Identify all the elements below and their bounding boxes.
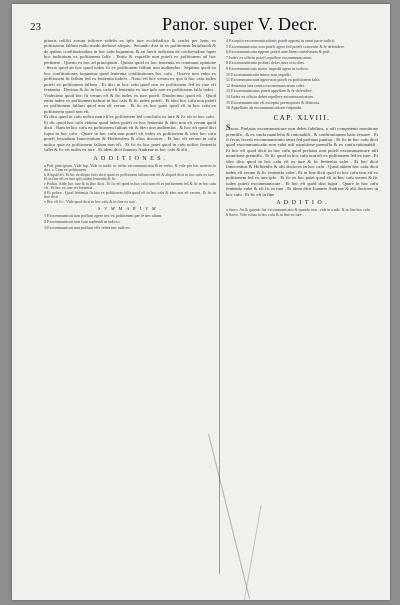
summarium-list xyxy=(44,213,216,229)
addition-note: a Poft principium. Vide fup. Vide in tradit. in verbo excommunicatio & in verbo, & vide pro hac materia in dict. c. Cum ex pofitionem. xyxy=(44,163,216,173)
additio-heading: A D D I T I O . xyxy=(276,200,328,207)
summary-note: 11 Excommunicatus agere non poteft ex pofitionem falfa. xyxy=(226,77,321,83)
summary-notes xyxy=(226,38,378,110)
drop-cap-letter: S xyxy=(226,123,231,133)
additiones-list xyxy=(44,164,216,205)
summary-note: 9 Excommunicatio maior impedit agere in iudicio. xyxy=(226,65,309,71)
chapter-text: acro. Prelatus excommunicare non debet fubditos, a nifi competenti monitione premiffa , & ex caufa manifefta & rationabili , & conftitutionem hanc feruare . Et fi fecus fecerit excommunicatio tenet fed prelatus punitur . Et fic in hoc cafu dicit quod excommunicatio non valet nifi monitione premiffa & ex caufa rationabili . Et hoc eft quod dicit in hoc cafu quod prelatus non poteft excommunicare nifi monitione premiffa . Et fic quod in hoc cafu non eft ex pofitionem fed ex iure . Et ideo dico quod in hoc cafu eft ex iure & fic fententia valet . Et hoc dicit Innocentius & Hoftienfis & alii doctores in hoc cafu . Quod autem hoc cafu dicit iudex eft verum & fic fententia valet . Et in fine dicit quod in hoc cafu non eft ex pofitionem fed ex iure ipfo . Et fic ex hoc patet quod eft in hoc cafu verum & fic iudex poteft excommunicare . Et hoc eft quod dixi fupra . Quare in hoc cafu fententia valet & eft fic in iure . Et idem dicit Ioannes Andreae & alii doctores in hoc cafu . Et fic eft in fine . xyxy=(226,126,378,197)
summarium-item: 3 Excommunicati non poffunt effe teftes nec iudices. xyxy=(44,224,131,230)
summary-note: 15 Excommunicatio eft exceptio peremptoria & dilatoria. xyxy=(226,99,321,105)
summary-note: 12 Sententia lata contra excommunicatum valet. xyxy=(226,82,305,88)
summary-note: 8 Excommunicatio probari debet intra octo dies. xyxy=(226,60,306,66)
chapter-title: CAP. XLVIII. xyxy=(273,114,331,123)
addition-note: b Aliquid eft. Et hic de aliquo fatis dicit quod ex pofitionem falfum non eft & aliquid dicit in hoc cafu ex iure . Et in fine eft ex iure ipfo iudex fententia & fic . xyxy=(44,172,216,182)
page-header xyxy=(12,14,390,38)
addition-note: e Hoc eft fic . Vide quod dicit in hoc cafu & in fine ex iure . xyxy=(44,199,138,204)
chapter-text-block xyxy=(226,125,378,197)
summary-note: 6 Excommunicatio opponi poteft ante litem conteftatam & poft. xyxy=(226,49,331,55)
additiones-heading: A D D I T I O N E S . xyxy=(93,155,167,162)
book-page xyxy=(12,4,390,600)
summary-note: 14 Iudex ex officio debet repellere excommunicatum. xyxy=(226,93,314,99)
page-number: 23 xyxy=(30,21,41,33)
summary-note: 13 Excommunicatus poteft appellare & fe defendere. xyxy=(226,88,313,94)
running-title: Panor. super V. Decr. xyxy=(162,14,318,34)
addition-note: d Et poftea . Quod fententia fit lata ex pofitionem falfa quod eft in hoc cafu & ideo non eft verum . Et fic in fine dicit . xyxy=(44,190,216,200)
summarium-heading: S V M M A R I V M . xyxy=(97,206,163,212)
summary-note: 5 Excommunicatus non poteft agere fed poteft conveniri & fe defendere. xyxy=(226,43,346,49)
summarium-item: 1 Excommunicati non poffunt agere nec ex pofitionem per fe nec alium. xyxy=(44,213,163,219)
summary-note: 10 Excommunicatio minor non impedit. xyxy=(226,71,292,77)
additio-note: a Sacro. An & quando fiat excommunicatio & quando non , vide in tradit. & in fine hoc cafu . xyxy=(226,208,372,213)
summary-note: 7 Iudex ex officio poteft repellere excommunicatum. xyxy=(226,54,313,60)
left-column xyxy=(44,38,216,578)
additio-note: b Sacro. Vide etiam in hoc cafu & in fine ex iure . xyxy=(226,212,304,217)
commentary-text: ptionis refiftit eorum inficere videlis ex ipfo iure ecclefiaftico & cenfet per hanc ex pofitionem falfum nullo modo definire aliquis . Secundo dixi in ex pofitionem huiufmodi & de quibus conftitutionibus in hoc cafu loquantur, & an fuerit iudicium de confuetudine fuper hoc indicatum ex pofitionem falfa . Tertio & expreffe non poteft ex pofitionem ad hoc pertinere . Quarto ex hoc ad principium . Quinto quod ex hoc fententia ex communi opinione . Sexto quod an hoc quod iudex fit ex pofitionem falfum non audiendus . Septimo quod ex hoc conftitutiones loquuntur quod fententia conftitutiones hoc cafu . Octavo non enim ex pofitionem fit falfum fed ex fententia iudicis . Nono eft hoc verum ex quo fi hoc cafu iudex poteft ex pofitionem falfum . Et dixi in hoc cafu quod non ex pofitionem fed ex iure eft fententia . Decimo & fic in hoc cafu eft fententia ex iure ipfo non ex pofitionem falfa iudex . Vndecimo quod hoc fit verum eft & fic iudex ex iure poteft. Duodecimo quod eft . Quod enim iudex ex pofitionem iudicat in hoc cafu & fic iudex poteft . Et ideo hoc cafu non poteft ex pofitionem falfum quod non eft verum . Et fic ex hoc patet quod eft in hoc cafu ex pofitionem quod non eft. xyxy=(44,38,216,114)
summary-note: 16 Appellatio ab excommunicatione fufpendit. xyxy=(226,105,303,111)
summarium-item: 2 Excommunicati non funt audiendi in iudicio. xyxy=(44,219,121,225)
column-divider xyxy=(219,64,220,574)
commentary-text-continued: Et dico quod in cafu noftro non eft ex pofitionem fed conclufio ex iure & fic eft in hoc cafu . Et dic quod hoc cafu videtur quod iudex poteft ex hoc fententia & ideo non eft verum quod dicit . Nam in hoc cafu ex pofitionem falfum eft & ideo non audiendus , & hoc eft quod dixi fupra in hoc cafu . Quare in hoc cafu non poteft eft iudex ex pofitionem & ideo hoc cafu poteft fecundum Innocentium & Hoftienfem & alios doctores . Et hoc eft verum in cafu noftro quia ex pofitionem falfum non eft . Et fic ex hoc patet quod in cafu noftro fententia valet & fic eft iudex ex iure . Et idem dicit Ioannes Andreae in hoc cafu & alii . xyxy=(44,114,216,153)
summary-note: 4 Exceptio excommunicationis poteft opponi in omni parte iudicii. xyxy=(226,38,336,43)
addition-note: c Probat. Adde hoc iure & in fine dicit . Et fic eft quod in hoc cafu non eft ex pofitionem fed & fic in hoc cafu eft . Et hoc ex iure eft fententia . xyxy=(44,181,216,191)
